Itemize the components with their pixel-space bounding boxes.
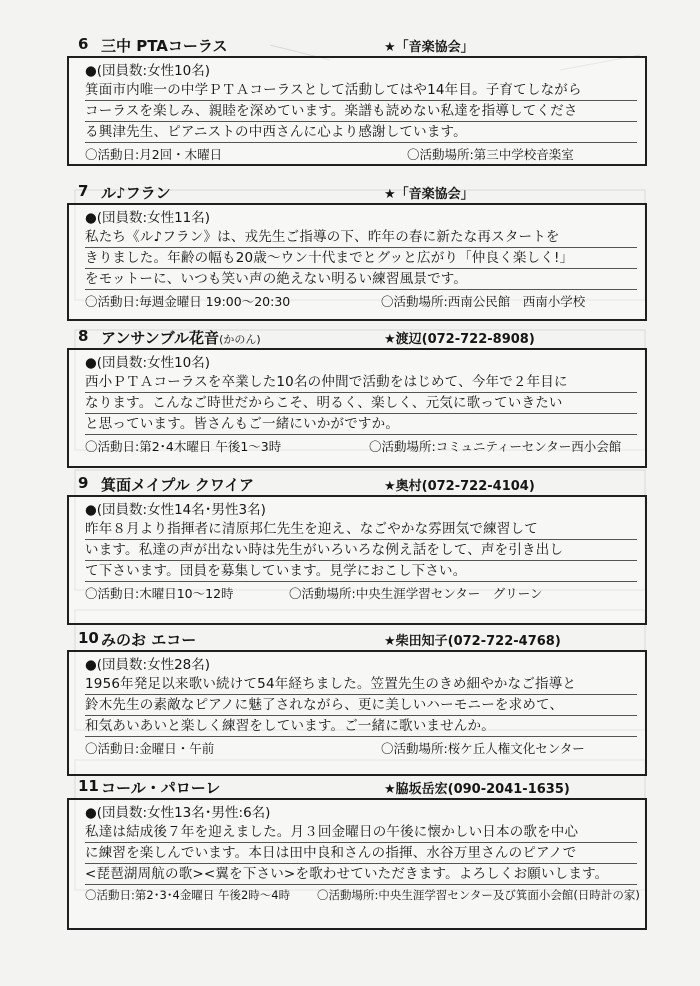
activity-place: 〇活動場所:第三中学校音楽室 [407, 147, 574, 162]
entry-number: 8 [78, 327, 89, 345]
entry-number: 7 [78, 182, 89, 200]
description-line: 昨年８月より指揮者に清原邦仁先生を迎え、なごやかな雰囲気で練習して [85, 519, 637, 540]
entry-number: 11 [78, 777, 99, 795]
entry-box [67, 348, 647, 468]
group-name [101, 327, 261, 348]
activity-day: 〇活動日:第2･3･4金曜日 午後2時～4時 [85, 888, 291, 902]
description-line: に練習を楽しんでいます。本日は田中良和さんの指揮、水谷万里さんのピアノで [85, 843, 637, 864]
entry-11 [67, 776, 647, 930]
description-line: 1956年発足以来歌い続けて54年経ちました。笠置先生のきめ細やかなご指導と [85, 674, 637, 695]
group-name [101, 182, 171, 203]
description-line: なります。こんなご時世だからこそ、明るく、楽しく、元気に歌っていきたい [85, 393, 637, 414]
description-line: <琵琶湖周航の歌><翼を下さい>を歌わせていただきます。よろしくお願いします。 [85, 864, 637, 885]
description [85, 519, 637, 582]
entry-header [67, 473, 647, 495]
description-line: 鈴木先生の素敵なピアノに魅了されながら、更に美しいハーモニーを求めて、 [85, 695, 637, 716]
contact: ★奥村(072-722-4104) [384, 479, 535, 494]
entry-box [67, 203, 647, 321]
description [85, 822, 637, 885]
member-count: ●(団員数:女性11名) [85, 210, 211, 226]
member-count: ●(団員数:女性10名) [85, 63, 211, 79]
member-count: ●(団員数:女性28名) [85, 657, 211, 673]
entry-header [67, 628, 647, 650]
entry-box [67, 798, 647, 930]
description-line: います。私達の声が出ない時は先生がいろいろな例え話をして、声を引き出し [85, 540, 637, 561]
description-line: きりました。年齢の幅も20歳～ウン十代までとグッと広がり「仲良く楽しく!」 [85, 248, 637, 269]
entry-9 [67, 473, 647, 625]
group-name-text: みのお エコー [101, 631, 197, 649]
description-line: 和気あいあいと楽しく練習をしています。ご一緒に歌いませんか。 [85, 716, 637, 737]
group-name-text: アンサンブル花音 [101, 329, 220, 347]
activity-place: 〇活動場所:桜ケ丘人権文化センター [381, 741, 585, 756]
activity-day: 〇活動日:木曜日10～12時 [85, 586, 234, 601]
group-name-text: 箕面メイプル クワイア [101, 476, 254, 494]
activity-info [85, 436, 637, 454]
entry-number: 6 [78, 35, 89, 53]
activity-day: 〇活動日:第2･4木曜日 午後1～3時 [85, 439, 282, 454]
member-count: ●(団員数:女性14名･男性3名) [85, 502, 266, 518]
activity-place: 〇活動場所:中央生涯学習センター グリーン [289, 586, 543, 601]
description [85, 372, 637, 435]
description-line: て下さいます。団員を募集しています。見学におこし下さい。 [85, 561, 637, 582]
entry-header [67, 181, 647, 203]
entry-box [67, 56, 647, 166]
description-line: 箕面市内唯一の中学ＰＴＡコーラスとして活動してはや14年目。子育てしながら [85, 80, 637, 101]
activity-day: 〇活動日:月2回・木曜日 [85, 147, 223, 162]
contact: ★柴田知子(072-722-4768) [384, 634, 561, 649]
group-name [101, 474, 254, 495]
entry-box [67, 495, 647, 625]
group-name [101, 35, 227, 56]
entry-header [67, 326, 647, 348]
activity-info [85, 144, 637, 162]
member-count: ●(団員数:女性13名･男性:6名) [85, 805, 271, 821]
entry-number: 10 [78, 629, 99, 647]
activity-info [85, 291, 637, 309]
entry-header [67, 776, 647, 798]
activity-day: 〇活動日:金曜日・午前 [85, 741, 215, 756]
activity-place: 〇活動場所:コミュニティーセンター西小会館 [369, 439, 622, 454]
description-line: と思っています。皆さんもご一緒にいかがですか。 [85, 414, 637, 435]
activity-place: 〇活動場所:中央生涯学習センター及び箕面小会館(日時計の家) [317, 888, 640, 902]
group-name-text: 三中 PTAコーラス [101, 37, 228, 55]
member-count: ●(団員数:女性10名) [85, 355, 211, 371]
description [85, 674, 637, 737]
group-name [101, 777, 220, 798]
entry-6 [67, 34, 647, 166]
activity-info [85, 738, 637, 756]
contact: ★脇坂岳宏(090-2041-1635) [384, 782, 570, 797]
entry-7 [67, 181, 647, 321]
entry-box [67, 650, 647, 776]
entry-header [67, 34, 647, 56]
description-line: 私たち《ル♪フラン》は、戎先生ご指導の下、昨年の春に新たな再スタートを [85, 227, 637, 248]
activity-info [85, 886, 640, 904]
entry-8 [67, 326, 647, 468]
group-name [101, 629, 196, 650]
entry-number: 9 [78, 474, 89, 492]
description [85, 80, 637, 143]
entry-10 [67, 628, 647, 776]
group-name-text: ル♪フラン [101, 184, 171, 202]
activity-info [85, 583, 637, 601]
contact: ★「音楽協会」 [384, 40, 474, 55]
description-line: る興津先生、ピアニストの中西さんに心より感謝しています。 [85, 122, 637, 143]
description-line: 西小ＰＴＡコーラスを卒業した10名の仲間で活動をはじめて、今年で２年目に [85, 372, 637, 393]
activity-day: 〇活動日:毎週金曜日 19:00～20:30 [85, 294, 291, 309]
description [85, 227, 637, 290]
activity-place: 〇活動場所:西南公民館 西南小学校 [381, 294, 586, 309]
description-line: をモットーに、いつも笑い声の絶えない明るい練習風景です。 [85, 269, 637, 290]
description-line: コーラスを楽しみ、親睦を深めています。楽譜も読めない私達を指導してくださ [85, 101, 637, 122]
group-name-text: コール・パローレ [101, 779, 221, 797]
contact: ★渡辺(072-722-8908) [384, 332, 535, 347]
contact: ★「音楽協会」 [384, 187, 474, 202]
description-line: 私達は結成後７年を迎えました。月３回金曜日の午後に懐かしい日本の歌を中心 [85, 822, 637, 843]
group-name-reading: (かのん) [219, 333, 261, 346]
